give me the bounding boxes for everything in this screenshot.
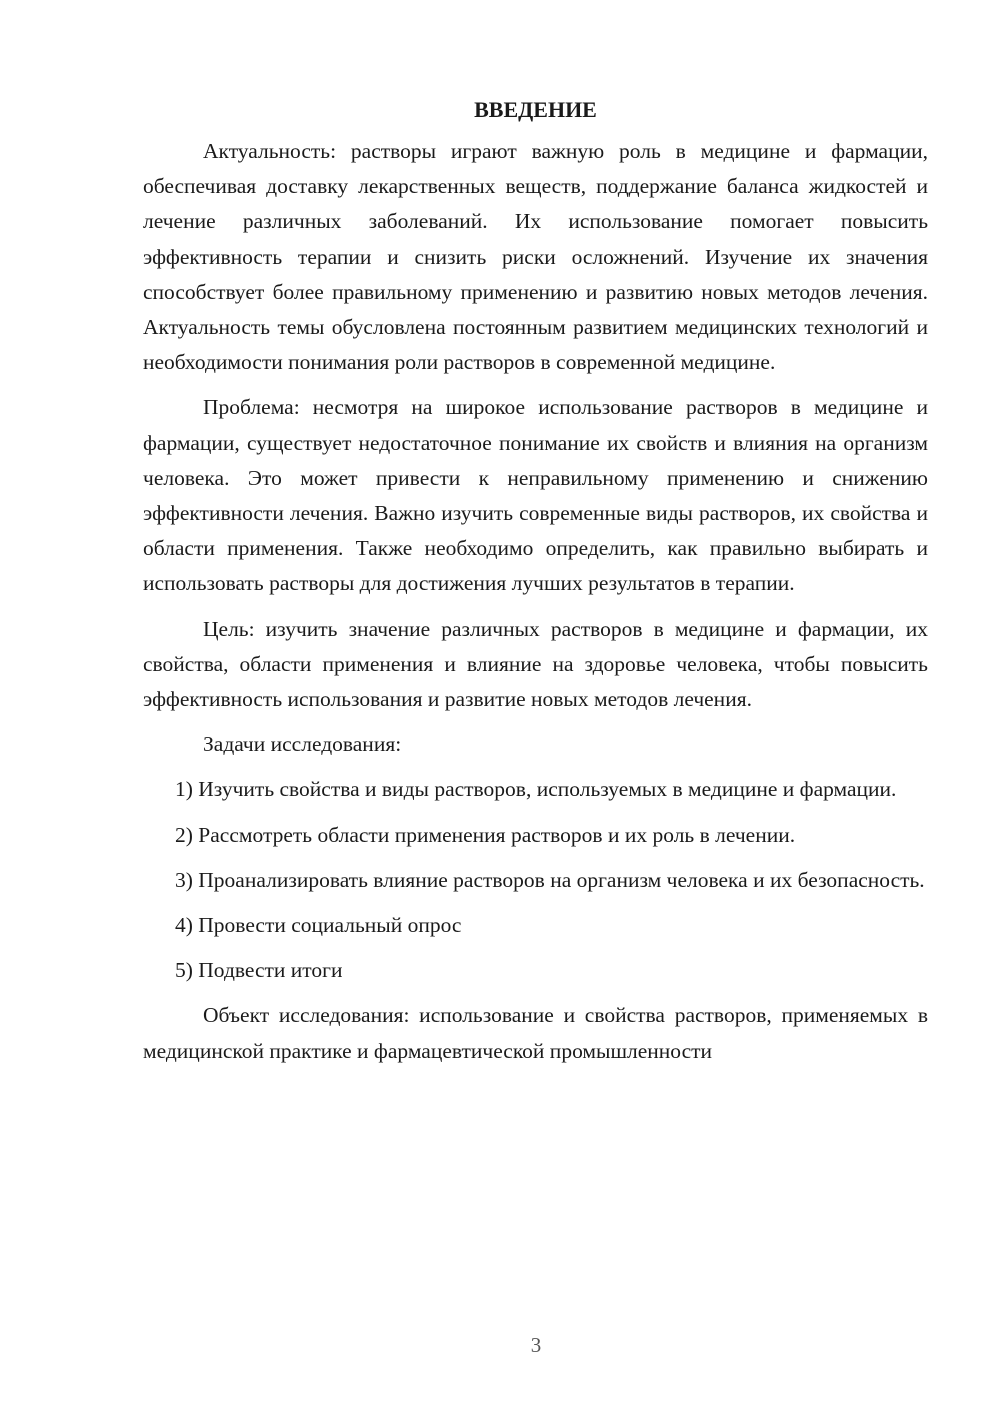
document-page xyxy=(143,92,928,1079)
paragraph-problem: Проблема: несмотря на широкое использование растворов в медицине и фармации, существует недостаточное понимание их свойств и влияния на организм человека. Это может привести к неправильному применению и снижению эффективности лечения. Важно изучить современные виды растворов, их свойства и области применения. Также необходимо определить, как правильно выбирать и использовать растворы для достижения лучших результатов в терапии. xyxy=(143,395,928,596)
paragraph-tasks-heading: Задачи исследования: xyxy=(203,732,402,757)
page-number: 3 xyxy=(530,1333,542,1357)
task-item-4: 4) Провести социальный опрос xyxy=(175,913,462,938)
paragraph-object: Объект исследования: использование и свойства растворов, применяемых в медицинской практике и фармацевтической промышленности xyxy=(143,1003,928,1063)
task-item-3: 3) Проанализировать влияние растворов на организм человека и их безопасность. xyxy=(175,867,925,892)
page-title: ВВЕДЕНИЕ xyxy=(474,97,597,122)
task-item-2: 2) Рассмотреть области применения растворов и их роль в лечении. xyxy=(175,822,796,847)
task-item-1: 1) Изучить свойства и виды растворов, используемых в медицине и фармации. xyxy=(175,777,897,802)
task-item-5: 5) Подвести итоги xyxy=(175,958,343,983)
paragraph-relevance: Актуальность: растворы играют важную роль в медицине и фармации, обеспечивая доставку лекарственных веществ, поддержание баланса жидкостей и лечение различных заболеваний. Их использование помогает повысить эффективность терапии и снизить риски осложнений. Изучение их значения способствует более правильному применению и развитию новых методов лечения. Актуальность темы обусловлена постоянным развитием медицинских технологий и необходимости понимания роли растворов в современной медицине. xyxy=(143,139,928,375)
paragraph-goal: Цель: изучить значение различных растворов в медицине и фармации, их свойства, области применения и влияние на здоровье человека, чтобы повысить эффективность использования и развитие новых методов лечения. xyxy=(143,616,928,712)
